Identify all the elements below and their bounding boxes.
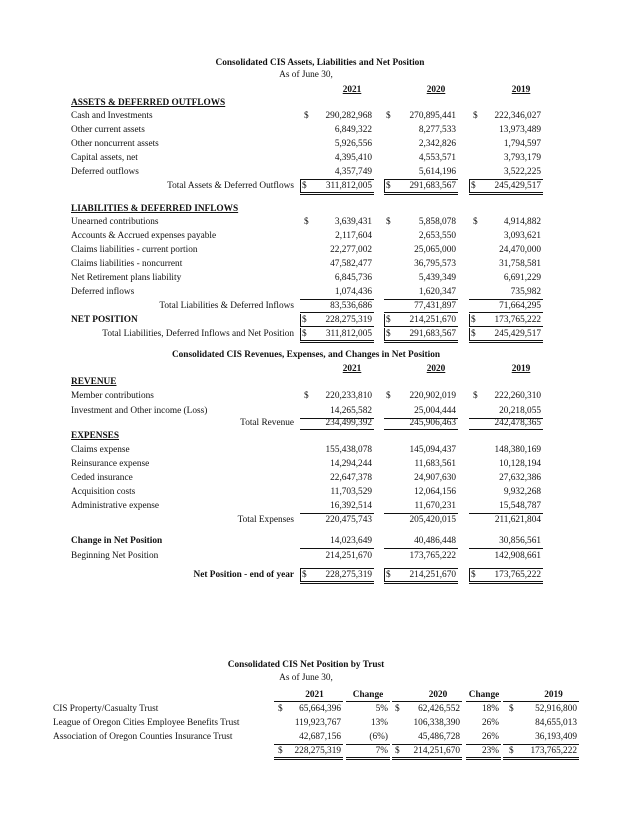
beginning-net-position-value: 173,765,222: [409, 551, 456, 561]
liability-value: 6,845,736: [334, 273, 372, 283]
total-double-rule: [469, 581, 543, 584]
subtotal-rule: [469, 299, 543, 300]
expenses-total-value: 220,475,743: [325, 515, 372, 525]
asset-value: 222,346,027: [494, 111, 541, 121]
subtotal-rule: [469, 568, 543, 569]
total-box-rule: [469, 314, 470, 326]
asset-label: Capital assets, net: [71, 153, 138, 163]
beginning-net-position-value: 142,908,661: [494, 551, 541, 561]
asset-value: 2,342,826: [418, 139, 456, 149]
trust-value: 26%: [481, 718, 499, 728]
liabilities-total-value: 77,431,897: [414, 301, 456, 311]
asset-label: Other noncurrent assets: [71, 139, 159, 149]
liability-value: 36,795,573: [414, 259, 456, 269]
subtotal-rule: [469, 548, 543, 549]
trust-value: 45,486,728: [418, 732, 460, 742]
total-double-rule: [300, 581, 374, 584]
subtotal-rule: [300, 312, 374, 313]
subtotal-rule: [469, 513, 543, 514]
revenue-total-value: 242,478,365: [494, 418, 541, 428]
liability-label: Claims liabilities - noncurrent: [71, 259, 183, 269]
revenue-heading: REVENUE: [71, 377, 117, 387]
beginning-net-position-value: 214,251,670: [325, 551, 372, 561]
trust-header-0: 2021: [305, 690, 324, 700]
grand-total-value: 291,683,567: [409, 329, 456, 339]
subtotal-rule: [300, 179, 374, 180]
header-rule: [392, 701, 462, 702]
liability-value: 47,582,477: [330, 259, 372, 269]
asset-value: 290,282,968: [325, 111, 372, 121]
asset-label: Cash and Investments: [71, 111, 153, 121]
revenue-total-label: Total Revenue: [240, 418, 294, 428]
total-double-rule: [384, 192, 458, 195]
revenue-total-value: 234,499,392: [325, 418, 372, 428]
expense-value: 12,064,156: [414, 487, 456, 497]
subtotal-rule: [384, 326, 458, 327]
revenue-value: 20,218,055: [499, 406, 541, 416]
trust-value: 13%: [370, 718, 388, 728]
trust-value: 18%: [481, 704, 499, 714]
total-double-rule: [384, 581, 458, 584]
trust-total-value: 214,251,670: [413, 746, 460, 756]
total-box-rule: [469, 328, 470, 340]
as-of-date: As of June 30,: [279, 70, 333, 80]
change-net-position-label: Change in Net Position: [71, 536, 163, 546]
dollar-sign: $: [278, 704, 283, 714]
liability-value: 22,277,002: [330, 245, 372, 255]
ending-net-position-value: 228,275,319: [325, 570, 372, 580]
trust-header-1: Change: [352, 690, 384, 700]
liability-label: Net Retirement plans liability: [71, 273, 182, 283]
liability-label: Claims liabilities - current portion: [71, 245, 198, 255]
expense-label: Ceded insurance: [71, 473, 133, 483]
trust-value: 62,426,552: [418, 704, 460, 714]
total-double-rule: [503, 757, 579, 760]
liabilities-total-value: 71,664,295: [499, 301, 541, 311]
subtotal-rule: [469, 179, 543, 180]
asset-value: 270,895,441: [409, 111, 456, 121]
liability-value: 5,858,078: [418, 217, 456, 227]
asset-label: Other current assets: [71, 125, 145, 135]
subtotal-rule: [392, 744, 462, 745]
expense-value: 15,548,787: [499, 501, 541, 511]
net-position-value: 228,275,319: [325, 315, 372, 325]
change-net-position-value: 30,856,561: [499, 536, 541, 546]
liability-value: 4,914,882: [503, 217, 541, 227]
trust-title: Consolidated CIS Net Position by Trust: [227, 660, 385, 670]
year-header-2021: 2021: [342, 364, 362, 374]
liability-value: 31,758,581: [499, 259, 541, 269]
liability-value: 24,470,000: [499, 245, 541, 255]
asset-value: 8,277,533: [418, 125, 456, 135]
revenue-value: 222,260,310: [494, 391, 541, 401]
year-header-2020: 2020: [426, 364, 446, 374]
expense-value: 9,932,268: [503, 487, 541, 497]
expense-label: Claims expense: [71, 445, 130, 455]
expense-label: Reinsurance expense: [71, 459, 150, 469]
expenses-total-value: 211,621,804: [494, 515, 541, 525]
trust-total-value: 228,275,319: [294, 746, 341, 756]
subtotal-rule: [300, 429, 374, 430]
dollar-sign: $: [386, 111, 391, 121]
expense-value: 22,647,378: [330, 473, 372, 483]
revenue-label: Investment and Other income (Loss): [71, 406, 208, 416]
dollar-sign: $: [386, 329, 391, 339]
expense-value: 16,392,514: [330, 501, 372, 511]
trust-label: League of Oregon Cities Employee Benefits Trust: [53, 718, 240, 728]
expense-value: 148,380,169: [494, 445, 541, 455]
expense-value: 27,632,386: [499, 473, 541, 483]
dollar-sign: $: [278, 746, 283, 756]
subtotal-rule: [469, 326, 543, 327]
asset-value: 6,849,322: [334, 125, 372, 135]
expenses-total-value: 205,420,015: [409, 515, 456, 525]
dollar-sign: $: [302, 315, 307, 325]
dollar-sign: $: [386, 315, 391, 325]
total-double-rule: [469, 340, 543, 343]
subtotal-rule: [274, 744, 343, 745]
statement-title: Consolidated CIS Assets, Liabilities and Net Position: [215, 58, 425, 68]
ending-net-position-label: Net Position - end of year: [193, 570, 294, 580]
subtotal-rule: [300, 326, 374, 327]
subtotal-rule: [384, 312, 458, 313]
total-double-rule: [384, 340, 458, 343]
dollar-sign: $: [302, 329, 307, 339]
subtotal-rule: [469, 429, 543, 430]
subtotal-rule: [384, 548, 458, 549]
dollar-sign: $: [386, 217, 391, 227]
subtotal-rule: [346, 744, 390, 745]
beginning-net-position-label: Beginning Net Position: [71, 551, 159, 561]
dollar-sign: $: [473, 391, 478, 401]
liability-value: 6,691,229: [503, 273, 541, 283]
asset-value: 4,553,571: [418, 153, 456, 163]
expense-value: 11,683,561: [414, 459, 456, 469]
dollar-sign: $: [509, 704, 514, 714]
total-box-rule: [469, 568, 470, 581]
liability-value: 1,620,347: [418, 287, 456, 297]
total-double-rule: [466, 757, 501, 760]
expenses-heading: EXPENSES: [71, 431, 120, 441]
trust-header-4: 2019: [544, 690, 563, 700]
subtotal-rule: [300, 568, 374, 569]
revenue-value: 25,004,444: [414, 406, 456, 416]
year-header-2021: 2021: [342, 85, 362, 95]
trust-value: (6%): [369, 732, 388, 742]
year-header-2020: 2020: [426, 85, 446, 95]
total-box-rule: [300, 179, 301, 192]
trust-total-value: 173,765,222: [530, 746, 577, 756]
total-box-rule: [300, 314, 301, 326]
revenue-label: Member contributions: [71, 391, 154, 401]
dollar-sign: $: [304, 391, 309, 401]
asset-value: 5,926,556: [334, 139, 372, 149]
expense-label: Administrative expense: [71, 501, 160, 511]
dollar-sign: $: [509, 746, 514, 756]
subtotal-rule: [300, 548, 374, 549]
expense-label: Acquisition costs: [71, 487, 136, 497]
dollar-sign: $: [473, 217, 478, 227]
total-double-rule: [274, 757, 343, 760]
trust-total-value: 23%: [481, 746, 499, 756]
grand-total-value: 245,429,517: [494, 329, 541, 339]
dollar-sign: $: [395, 704, 400, 714]
trust-label: Association of Oregon Counties Insurance Trust: [53, 732, 233, 742]
total-double-rule: [469, 192, 543, 195]
net-position-label: NET POSITION: [71, 315, 138, 325]
liability-value: 5,439,349: [418, 273, 456, 283]
ending-net-position-value: 173,765,222: [494, 570, 541, 580]
dollar-sign: $: [471, 570, 476, 580]
expense-value: 11,670,231: [414, 501, 456, 511]
asset-value: 1,794,597: [503, 139, 541, 149]
liability-label: Deferred inflows: [71, 287, 135, 297]
assets-heading: ASSETS & DEFERRED OUTFLOWS: [71, 98, 226, 108]
assets-total-value: 291,683,567: [409, 181, 456, 191]
asset-value: 13,973,489: [499, 125, 541, 135]
liabilities-total-label: Total Liabilities & Deferred Inflows: [159, 301, 294, 311]
liability-value: 25,065,000: [414, 245, 456, 255]
net-position-value: 214,251,670: [409, 315, 456, 325]
subtotal-rule: [300, 299, 374, 300]
liability-label: Accounts & Accrued expenses payable: [71, 231, 217, 241]
grand-total-value: 311,812,005: [325, 329, 372, 339]
expenses-total-label: Total Expenses: [237, 515, 294, 525]
assets-total-value: 311,812,005: [325, 181, 372, 191]
trust-header-3: Change: [468, 690, 500, 700]
total-double-rule: [300, 192, 374, 195]
expense-value: 145,094,437: [409, 445, 456, 455]
total-double-rule: [392, 757, 462, 760]
asset-value: 5,614,196: [418, 167, 456, 177]
expense-value: 11,703,529: [330, 487, 372, 497]
trust-value: 65,664,396: [299, 704, 341, 714]
revenue-value: 14,265,582: [330, 406, 372, 416]
dollar-sign: $: [386, 181, 391, 191]
year-header-2019: 2019: [511, 85, 531, 95]
dollar-sign: $: [386, 391, 391, 401]
revenue-value: 220,902,019: [409, 391, 456, 401]
total-box-rule: [300, 568, 301, 581]
change-net-position-value: 14,023,649: [330, 536, 372, 546]
expense-value: 14,294,244: [330, 459, 372, 469]
net-position-value: 173,765,222: [494, 315, 541, 325]
subtotal-rule: [384, 513, 458, 514]
subtotal-rule: [384, 568, 458, 569]
header-rule: [466, 701, 501, 702]
dollar-sign: $: [302, 181, 307, 191]
total-double-rule: [346, 757, 390, 760]
revenue-total-value: 245,906,463: [409, 418, 456, 428]
trust-value: 26%: [481, 732, 499, 742]
trust-label: CIS Property/Casualty Trust: [53, 704, 159, 714]
statement-title: Consolidated CIS Revenues, Expenses, and Changes in Net Position: [171, 350, 441, 360]
trust-value: 106,338,390: [413, 718, 460, 728]
total-box-rule: [300, 328, 301, 340]
total-box-rule: [384, 568, 385, 581]
header-rule: [274, 701, 343, 702]
total-double-rule: [300, 340, 374, 343]
asset-value: 4,357,749: [334, 167, 372, 177]
total-box-rule: [384, 314, 385, 326]
dollar-sign: $: [304, 217, 309, 227]
total-box-rule: [384, 179, 385, 192]
liability-value: 2,653,550: [418, 231, 456, 241]
dollar-sign: $: [471, 315, 476, 325]
subtotal-rule: [384, 299, 458, 300]
expense-value: 155,438,078: [325, 445, 372, 455]
dollar-sign: $: [386, 570, 391, 580]
asset-label: Deferred outflows: [71, 167, 139, 177]
subtotal-rule: [384, 179, 458, 180]
expense-value: 10,128,194: [499, 459, 541, 469]
trust-total-value: 7%: [375, 746, 388, 756]
header-rule: [346, 701, 390, 702]
header-rule: [503, 701, 579, 702]
liability-value: 3,093,621: [503, 231, 541, 241]
trust-header-2: 2020: [428, 690, 448, 700]
trust-value: 119,923,767: [294, 718, 341, 728]
ending-net-position-value: 214,251,670: [409, 570, 456, 580]
dollar-sign: $: [395, 746, 400, 756]
revenue-value: 220,233,810: [325, 391, 372, 401]
subtotal-rule: [466, 744, 501, 745]
total-box-rule: [469, 179, 470, 192]
dollar-sign: $: [471, 181, 476, 191]
liability-value: 2,117,604: [335, 231, 372, 241]
subtotal-rule: [503, 744, 579, 745]
subtotal-rule: [469, 312, 543, 313]
liabilities-total-value: 83,536,686: [330, 301, 372, 311]
subtotal-rule: [300, 513, 374, 514]
grand-total-label: Total Liabilities, Deferred Inflows and Net Position: [102, 329, 294, 339]
dollar-sign: $: [304, 111, 309, 121]
liability-label: Unearned contributions: [71, 217, 159, 227]
trust-value: 5%: [375, 704, 388, 714]
expense-value: 24,907,630: [414, 473, 456, 483]
assets-total-value: 245,429,517: [494, 181, 541, 191]
assets-total-label: Total Assets & Deferred Outflows: [167, 181, 294, 191]
liability-value: 735,982: [510, 287, 541, 297]
dollar-sign: $: [471, 329, 476, 339]
dollar-sign: $: [302, 570, 307, 580]
trust-value: 84,655,013: [535, 718, 577, 728]
trust-value: 42,687,156: [299, 732, 341, 742]
total-box-rule: [384, 328, 385, 340]
trust-value: 52,916,800: [535, 704, 577, 714]
dollar-sign: $: [473, 111, 478, 121]
trust-as-of-date: As of June 30,: [279, 673, 333, 683]
asset-value: 3,522,225: [503, 167, 541, 177]
liability-value: 3,639,431: [334, 217, 372, 227]
change-net-position-value: 40,486,448: [414, 536, 456, 546]
trust-value: 36,193,409: [535, 732, 577, 742]
subtotal-rule: [384, 429, 458, 430]
asset-value: 3,793,179: [503, 153, 541, 163]
liability-value: 1,074,436: [334, 287, 372, 297]
asset-value: 4,395,410: [334, 153, 372, 163]
liabilities-heading: LIABILITIES & DEFERRED INFLOWS: [71, 204, 239, 214]
year-header-2019: 2019: [511, 364, 531, 374]
